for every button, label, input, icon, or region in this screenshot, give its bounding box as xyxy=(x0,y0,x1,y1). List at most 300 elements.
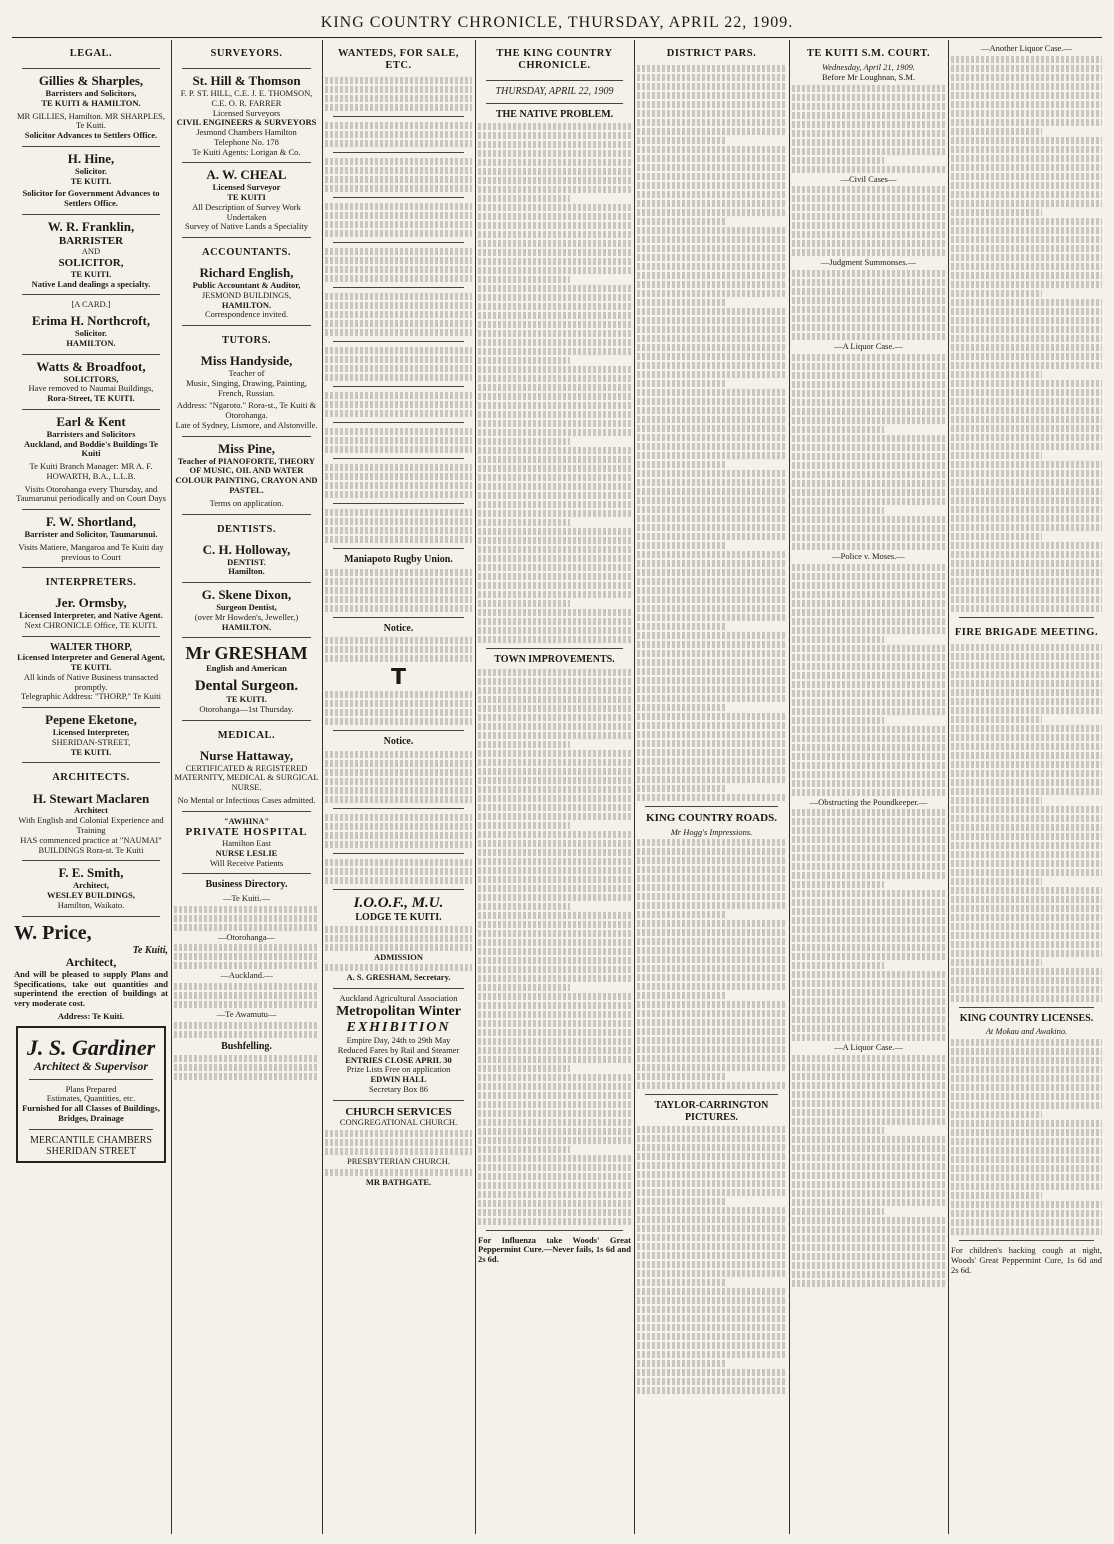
ad-role: SOLICITOR, xyxy=(58,257,124,270)
body-text-line xyxy=(637,1144,786,1151)
body-text-line xyxy=(478,1047,631,1054)
ad-addr: MERCANTILE CHAMBERS SHERIDAN STREET xyxy=(30,1134,152,1158)
body-text-line xyxy=(478,537,631,544)
body-text-line xyxy=(637,704,726,711)
body-text-line xyxy=(637,209,786,216)
ad-place: HAMILTON. xyxy=(66,337,116,348)
body-text-line xyxy=(951,770,1102,777)
body-text-line xyxy=(478,366,631,373)
body-text-line xyxy=(951,542,1102,549)
body-text-line xyxy=(951,290,1042,297)
body-text-line xyxy=(951,725,1102,732)
body-text-line xyxy=(478,1110,631,1117)
ad-addr: SHERIDAN-STREET, xyxy=(51,736,131,747)
body-text-line xyxy=(478,249,631,256)
body-text-line xyxy=(637,1333,786,1340)
body-text-line xyxy=(637,1019,786,1026)
ad-place: TE KUITI. xyxy=(70,268,112,279)
body-text-line xyxy=(637,281,786,288)
ad-note: Auckland, and Boddie's Buildings Te Kuiti xyxy=(24,438,158,459)
body-text-line xyxy=(478,510,631,517)
body-text-line xyxy=(951,245,1102,252)
body-text-line xyxy=(478,546,631,553)
ad-text: Reduced Fares by Rail and Steamer xyxy=(337,1044,460,1055)
body-text-line xyxy=(792,953,945,960)
body-text-line xyxy=(951,887,1102,894)
body-text-line xyxy=(637,1055,786,1062)
ad-note: Otorohanga—1st Thursday. xyxy=(199,703,294,714)
column-divider xyxy=(322,40,323,1534)
body-text-line xyxy=(792,279,945,286)
ad-role: Barristers and Solicitors xyxy=(46,428,136,439)
body-text-line xyxy=(478,885,631,892)
body-text-line xyxy=(951,128,1042,135)
body-text-line xyxy=(478,285,631,292)
ad-role: Solicitor. xyxy=(74,328,108,339)
body-text-line xyxy=(637,245,786,252)
section-heading: FIRE BRIGADE MEETING. xyxy=(954,626,1099,638)
body-text-line xyxy=(951,173,1102,180)
body-text-line xyxy=(637,551,786,558)
body-text-line xyxy=(951,587,1102,594)
body-text-line xyxy=(951,914,1102,921)
ad-name: Nurse Hattaway, xyxy=(199,747,294,763)
ad-text: Estimates, Quantities, etc. xyxy=(46,1093,136,1104)
ad-text: Plans Prepared xyxy=(65,1083,117,1094)
body-text-line xyxy=(637,371,786,378)
body-text-line xyxy=(478,447,631,454)
body-text-line xyxy=(951,824,1102,831)
ad-text: Music, Singing, Drawing, Painting, French, Russian. xyxy=(186,377,307,398)
body-text-line xyxy=(792,780,945,787)
body-text-line xyxy=(637,146,786,153)
body-text-line xyxy=(792,480,945,487)
body-text-line xyxy=(637,1010,786,1017)
body-text-line xyxy=(637,497,786,504)
body-text-line xyxy=(792,1181,945,1188)
ad-text: Te Kuiti Agents: Lorigan & Co. xyxy=(192,146,301,157)
ad-text: NURSE LESLIE xyxy=(215,847,278,858)
body-text-line xyxy=(637,299,726,306)
body-text-line xyxy=(792,130,945,137)
body-text-line xyxy=(478,723,631,730)
body-text-line xyxy=(951,977,1102,984)
body-text-line xyxy=(951,443,1102,450)
body-text-line xyxy=(951,470,1102,477)
body-text-line xyxy=(478,1218,631,1225)
body-text-line xyxy=(951,878,1042,885)
ad-place: TE KUITI. xyxy=(226,694,267,705)
body-text-line xyxy=(951,1165,1102,1172)
section-heading: TUTORS. xyxy=(221,335,272,347)
body-text-line xyxy=(637,65,786,72)
body-text-line xyxy=(637,920,786,927)
body-text-line xyxy=(637,128,786,135)
ad-name: EXHIBITION xyxy=(346,1020,451,1036)
column-wanteds xyxy=(325,44,472,1534)
ad-name: C. H. Holloway, xyxy=(202,541,291,557)
body-text-line xyxy=(478,294,631,301)
body-text-line xyxy=(637,344,786,351)
body-text-line xyxy=(478,231,631,238)
section-heading: Maniapoto Rugby Union. xyxy=(344,554,453,566)
body-text-line xyxy=(478,984,570,991)
body-text-line xyxy=(951,698,1102,705)
body-text-line xyxy=(637,929,786,936)
body-text-line xyxy=(637,569,786,576)
section-heading: ARCHITECTS. xyxy=(52,772,130,784)
body-text-line xyxy=(637,605,786,612)
section-heading: TE KUITI S.M. COURT. xyxy=(806,48,931,59)
body-text-line xyxy=(792,507,884,514)
body-text-line xyxy=(792,1082,945,1089)
body-text-line xyxy=(637,767,786,774)
article-subtitle: Mr Hogg's Impressions. xyxy=(670,826,753,837)
ad-name: J. S. Gardiner xyxy=(26,1034,156,1060)
body-text-line xyxy=(478,564,631,571)
body-text-line xyxy=(478,348,631,355)
body-text-line xyxy=(637,254,786,261)
body-text-line xyxy=(478,222,631,229)
ad-note: Will Receive Patients xyxy=(209,857,284,868)
brand-mark-icon: 𝗧 xyxy=(390,664,406,690)
body-text-line xyxy=(792,980,945,987)
body-text-line xyxy=(792,672,945,679)
body-text-line xyxy=(637,1028,786,1035)
body-text-line xyxy=(637,839,786,846)
body-text-line xyxy=(637,1315,786,1322)
body-text-line xyxy=(478,732,631,739)
body-text-line xyxy=(637,74,786,81)
body-text-line xyxy=(951,1201,1102,1208)
subheading: —A Liquor Case.— xyxy=(834,341,903,352)
body-text-line xyxy=(792,1091,945,1098)
body-text-line xyxy=(478,975,631,982)
body-text-line xyxy=(478,705,631,712)
body-text-line xyxy=(637,1360,726,1367)
body-text-line xyxy=(637,1351,786,1358)
body-text-line xyxy=(792,753,945,760)
body-text-line xyxy=(478,465,631,472)
body-text-line xyxy=(637,1324,786,1331)
body-text-line xyxy=(792,726,945,733)
ad-name: Gillies & Sharples, xyxy=(38,73,144,89)
body-text-line xyxy=(951,968,1102,975)
body-text-line xyxy=(478,1020,631,1027)
body-text-line xyxy=(478,339,631,346)
body-text-line xyxy=(637,650,786,657)
ad-note: Next CHRONICLE Office, TE KUITI. xyxy=(24,620,158,631)
body-text-line xyxy=(792,699,945,706)
body-text-line xyxy=(792,157,884,164)
body-text-line xyxy=(478,1200,631,1207)
body-text-line xyxy=(792,735,945,742)
ad-name: Pepene Eketone, xyxy=(45,712,137,728)
body-text-line xyxy=(637,722,786,729)
body-text-line xyxy=(951,1120,1102,1127)
body-text-line xyxy=(637,1207,786,1214)
body-text-line xyxy=(478,375,631,382)
body-text-line xyxy=(478,123,631,130)
ad-role: Licensed Interpreter, xyxy=(52,727,130,738)
section-heading: Notice. xyxy=(383,622,414,634)
body-text-line xyxy=(951,689,1102,696)
ad-name: Watts & Broadfoot, xyxy=(36,358,146,374)
body-text-line xyxy=(792,809,945,816)
body-text-line xyxy=(478,939,631,946)
body-text-line xyxy=(792,989,945,996)
body-text-line xyxy=(637,164,786,171)
body-text-line xyxy=(951,1147,1102,1154)
body-text-line xyxy=(478,159,631,166)
section-heading: Notice. xyxy=(383,736,414,748)
body-text-line xyxy=(478,1128,631,1135)
ad-name: F. W. Shortland, xyxy=(45,514,137,530)
body-text-line xyxy=(478,240,631,247)
body-text-line xyxy=(792,1154,945,1161)
body-text-line xyxy=(951,1174,1102,1181)
body-text-line xyxy=(637,992,726,999)
ad-role: Licensed Interpreter, and Native Agent. xyxy=(19,610,163,621)
body-text-line xyxy=(792,139,945,146)
ad-role: AND xyxy=(81,246,101,257)
body-text-line xyxy=(792,1280,945,1287)
body-text-line xyxy=(637,758,786,765)
body-text-line xyxy=(792,363,945,370)
section-heading: DISTRICT PARS. xyxy=(666,48,757,59)
body-text-line xyxy=(792,609,945,616)
body-text-line xyxy=(792,573,945,580)
body-text-line xyxy=(478,1065,570,1072)
body-text-line xyxy=(792,288,945,295)
body-text-line xyxy=(951,317,1102,324)
body-text-line xyxy=(637,1189,786,1196)
body-text-line xyxy=(478,186,631,193)
body-text-line xyxy=(792,1064,945,1071)
ad-role: Architect & Supervisor xyxy=(33,1058,148,1073)
body-text-line xyxy=(637,506,786,513)
body-text-line xyxy=(951,452,1042,459)
body-text-line xyxy=(478,573,631,580)
body-text-line xyxy=(792,998,945,1005)
body-text-line xyxy=(637,290,786,297)
ad-name: W. Price, xyxy=(14,921,92,944)
ad-note: Survey of Native Lands a Speciality xyxy=(185,221,308,232)
body-text-line xyxy=(637,1234,786,1241)
ad-role: Architect, xyxy=(65,955,117,969)
body-text-line xyxy=(792,1100,945,1107)
section-heading: CHURCH SERVICES xyxy=(345,1105,452,1118)
body-text-line xyxy=(951,506,1102,513)
article-title: THE NATIVE PROBLEM. xyxy=(495,108,614,120)
body-text-line xyxy=(637,785,726,792)
body-text-line xyxy=(637,263,786,270)
ad-card: [A CARD.] xyxy=(71,299,111,310)
ad-note: All Description of Survey Work Undertaken xyxy=(192,201,301,222)
body-text-line xyxy=(792,818,945,825)
body-text-line xyxy=(637,1243,786,1250)
body-text-line xyxy=(792,744,945,751)
body-text-line xyxy=(951,101,1102,108)
ad-note: Have removed to Naumai Buildings, xyxy=(28,383,154,394)
body-text-line xyxy=(637,911,726,918)
body-text-line xyxy=(951,734,1102,741)
body-text-line xyxy=(792,381,945,388)
subheading: —Otorohanga— xyxy=(217,931,276,942)
ad-role: Architect xyxy=(74,805,108,816)
ad-note: Solicitor Advances to Settlers Office. xyxy=(24,130,158,141)
body-text-line xyxy=(637,641,786,648)
ad-text: Telephone No. 178 xyxy=(214,136,279,147)
body-text-line xyxy=(637,443,786,450)
ad-text: Prize Lists Free on application xyxy=(346,1064,451,1075)
body-text-line xyxy=(951,227,1102,234)
body-text-line xyxy=(637,884,786,891)
body-text-line xyxy=(792,148,945,155)
body-text-line xyxy=(637,1288,786,1295)
body-text-line xyxy=(951,851,1102,858)
body-text-line xyxy=(951,806,1102,813)
body-text-line xyxy=(637,965,786,972)
ad-name: G. Skene Dixon, xyxy=(201,587,292,603)
section-heading: I.O.O.F., M.U. xyxy=(353,894,444,911)
body-text-line xyxy=(637,155,786,162)
body-text-line xyxy=(478,411,631,418)
body-text-line xyxy=(478,555,631,562)
body-text-line xyxy=(637,272,786,279)
body-text-line xyxy=(637,1153,786,1160)
body-text-line xyxy=(951,1102,1102,1109)
ad-addr: Jesmond Chambers Hamilton xyxy=(196,127,297,138)
ad-text: ADMISSION xyxy=(373,951,424,962)
body-text-line xyxy=(637,92,786,99)
body-text-line xyxy=(951,236,1102,243)
body-text-line xyxy=(478,1092,631,1099)
body-text-line xyxy=(792,1025,945,1032)
body-text-line xyxy=(792,845,945,852)
body-text-line xyxy=(637,740,786,747)
body-text-line xyxy=(637,515,786,522)
body-text-line xyxy=(951,218,1102,225)
ad-place: TE KUITI xyxy=(227,192,266,203)
body-text-line xyxy=(792,1118,945,1125)
body-text-line xyxy=(637,956,786,963)
body-text-line xyxy=(478,804,631,811)
column-court-cont xyxy=(951,44,1102,1534)
ad-text: ENTRIES CLOSE APRIL 30 xyxy=(345,1054,452,1065)
column-legal xyxy=(14,44,168,1534)
body-text-line xyxy=(792,1172,945,1179)
body-text-line xyxy=(478,1056,631,1063)
body-text-line xyxy=(478,1002,631,1009)
body-text-line xyxy=(478,429,631,436)
body-text-line xyxy=(951,1048,1102,1055)
ad-name: Miss Pine, xyxy=(217,440,276,456)
body-text-line xyxy=(637,731,786,738)
body-text-line xyxy=(637,389,786,396)
subheading: PRESBYTERIAN CHURCH. xyxy=(347,1156,450,1167)
body-text-line xyxy=(951,1210,1102,1217)
body-text-line xyxy=(637,380,726,387)
body-text-line xyxy=(951,896,1102,903)
body-text-line xyxy=(478,795,631,802)
ad-text: Licensed Surveyors xyxy=(212,107,281,118)
body-text-line xyxy=(637,326,786,333)
body-text-line xyxy=(792,195,945,202)
body-text-line xyxy=(792,836,945,843)
body-text-line xyxy=(478,519,570,526)
column-divider xyxy=(171,40,172,1534)
body-text-line xyxy=(478,150,631,157)
ad-place: TE KUITI & HAMILTON. xyxy=(41,97,141,108)
body-text-line xyxy=(951,1075,1102,1082)
column-divider xyxy=(475,40,476,1534)
body-text-line xyxy=(792,186,945,193)
body-text-line xyxy=(951,941,1102,948)
body-text-line xyxy=(637,1162,786,1169)
body-text-line xyxy=(951,74,1102,81)
body-text-line xyxy=(637,452,786,459)
masthead-rule xyxy=(12,37,1102,38)
ad-note: Correspondence invited. xyxy=(204,309,289,320)
gardiner-ad xyxy=(16,1026,166,1163)
ad-place: HAMILTON. xyxy=(221,621,272,632)
body-text-line xyxy=(951,335,1102,342)
body-text-line xyxy=(792,408,945,415)
body-text-line xyxy=(637,1297,786,1304)
body-text-line xyxy=(951,869,1102,876)
body-text-line xyxy=(478,204,631,211)
ad-name: H. Hine, xyxy=(67,150,115,166)
body-text-line xyxy=(792,1163,945,1170)
body-text-line xyxy=(792,306,945,313)
ad-role: CIVIL ENGINEERS & SURVEYORS xyxy=(176,117,317,128)
body-text-line xyxy=(637,1171,786,1178)
article-subtitle: Before Mr Loughnan, S.M. xyxy=(821,71,915,82)
body-text-line xyxy=(478,357,570,364)
body-text-line xyxy=(637,893,786,900)
ad-role: Architect, xyxy=(73,880,109,891)
ad-role: CERTIFICATED & REGISTERED MATERNITY, MEDICAL & SURGICAL NURSE. xyxy=(174,762,319,793)
ad-name: Miss Handyside, xyxy=(200,353,293,369)
section-heading: LEGAL. xyxy=(69,48,113,59)
body-text-line xyxy=(792,204,945,211)
body-text-line xyxy=(792,618,945,625)
masthead: KING COUNTRY CHRONICLE, THURSDAY, APRIL 22, 1909. xyxy=(320,14,794,31)
body-text-line xyxy=(478,876,631,883)
body-text-line xyxy=(478,132,631,139)
column-district xyxy=(637,44,786,1534)
ad-place: Hamilton East xyxy=(222,838,271,849)
body-text-line xyxy=(478,438,570,445)
body-text-line xyxy=(792,881,884,888)
subheading: —Police v. Moses.— xyxy=(832,550,905,561)
body-text-line xyxy=(637,470,786,477)
body-text-line xyxy=(478,1119,631,1126)
body-text-line xyxy=(951,680,1102,687)
body-text-line xyxy=(792,654,945,661)
body-text-line xyxy=(792,717,884,724)
body-text-line xyxy=(637,596,786,603)
body-text-line xyxy=(478,822,570,829)
body-text-line xyxy=(951,299,1102,306)
body-text-line xyxy=(951,119,1102,126)
body-text-line xyxy=(951,416,1102,423)
body-text-line xyxy=(792,1109,945,1116)
body-text-line xyxy=(951,1183,1102,1190)
ad-name: WALTER THORP, xyxy=(50,641,132,653)
column-divider xyxy=(634,40,635,1534)
